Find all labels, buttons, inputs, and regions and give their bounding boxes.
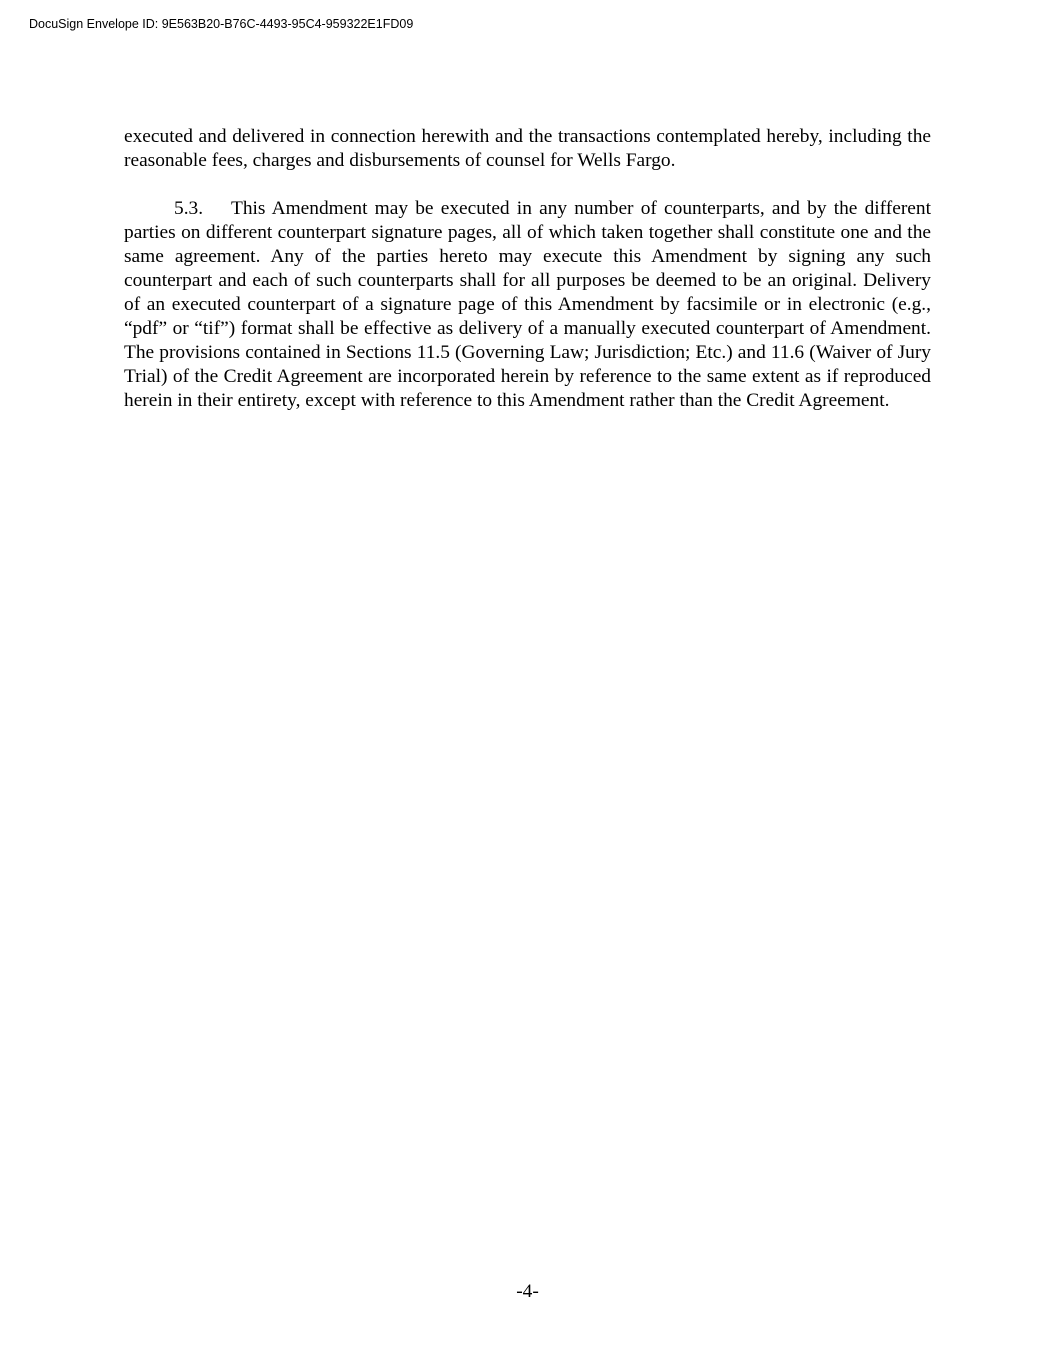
document-body — [124, 125, 931, 413]
section-text: This Amendment may be executed in any number of counterparts, and by the different parties on different counterpart signature pages, all of which taken together shall constitute one and the same agreement. Any of the parties hereto may execute this Amendment by signing any such counterpart and each of such counterparts shall for all purposes be deemed to be an original. Delivery of an executed counterpart of a signature page of this Amendment by facsimile or in electronic (e.g., “pdf” or “tif”) format shall be effective as delivery of a manually executed counterpart of Amendment. The provisions contained in Sections 11.5 (Governing Law; Jurisdiction; Etc.) and 11.6 (Waiver of Jury Trial) of the Credit Agreement are incorporated herein by reference to the same extent as if reproduced herein in their entirety, except with reference to this Amendment rather than the Credit Agreement. — [124, 198, 931, 411]
page-number: -4- — [516, 1281, 539, 1302]
docusign-envelope-id: DocuSign Envelope ID: 9E563B20-B76C-4493-95C4-959322E1FD09 — [29, 17, 414, 31]
paragraph-continuation: executed and delivered in connection herewith and the transactions contemplated hereby, including the reasonable fees, charges and disbursements of counsel for Wells Fargo. — [124, 126, 931, 171]
section-5-3-paragraph — [124, 197, 931, 413]
section-number: 5.3. — [174, 198, 204, 219]
